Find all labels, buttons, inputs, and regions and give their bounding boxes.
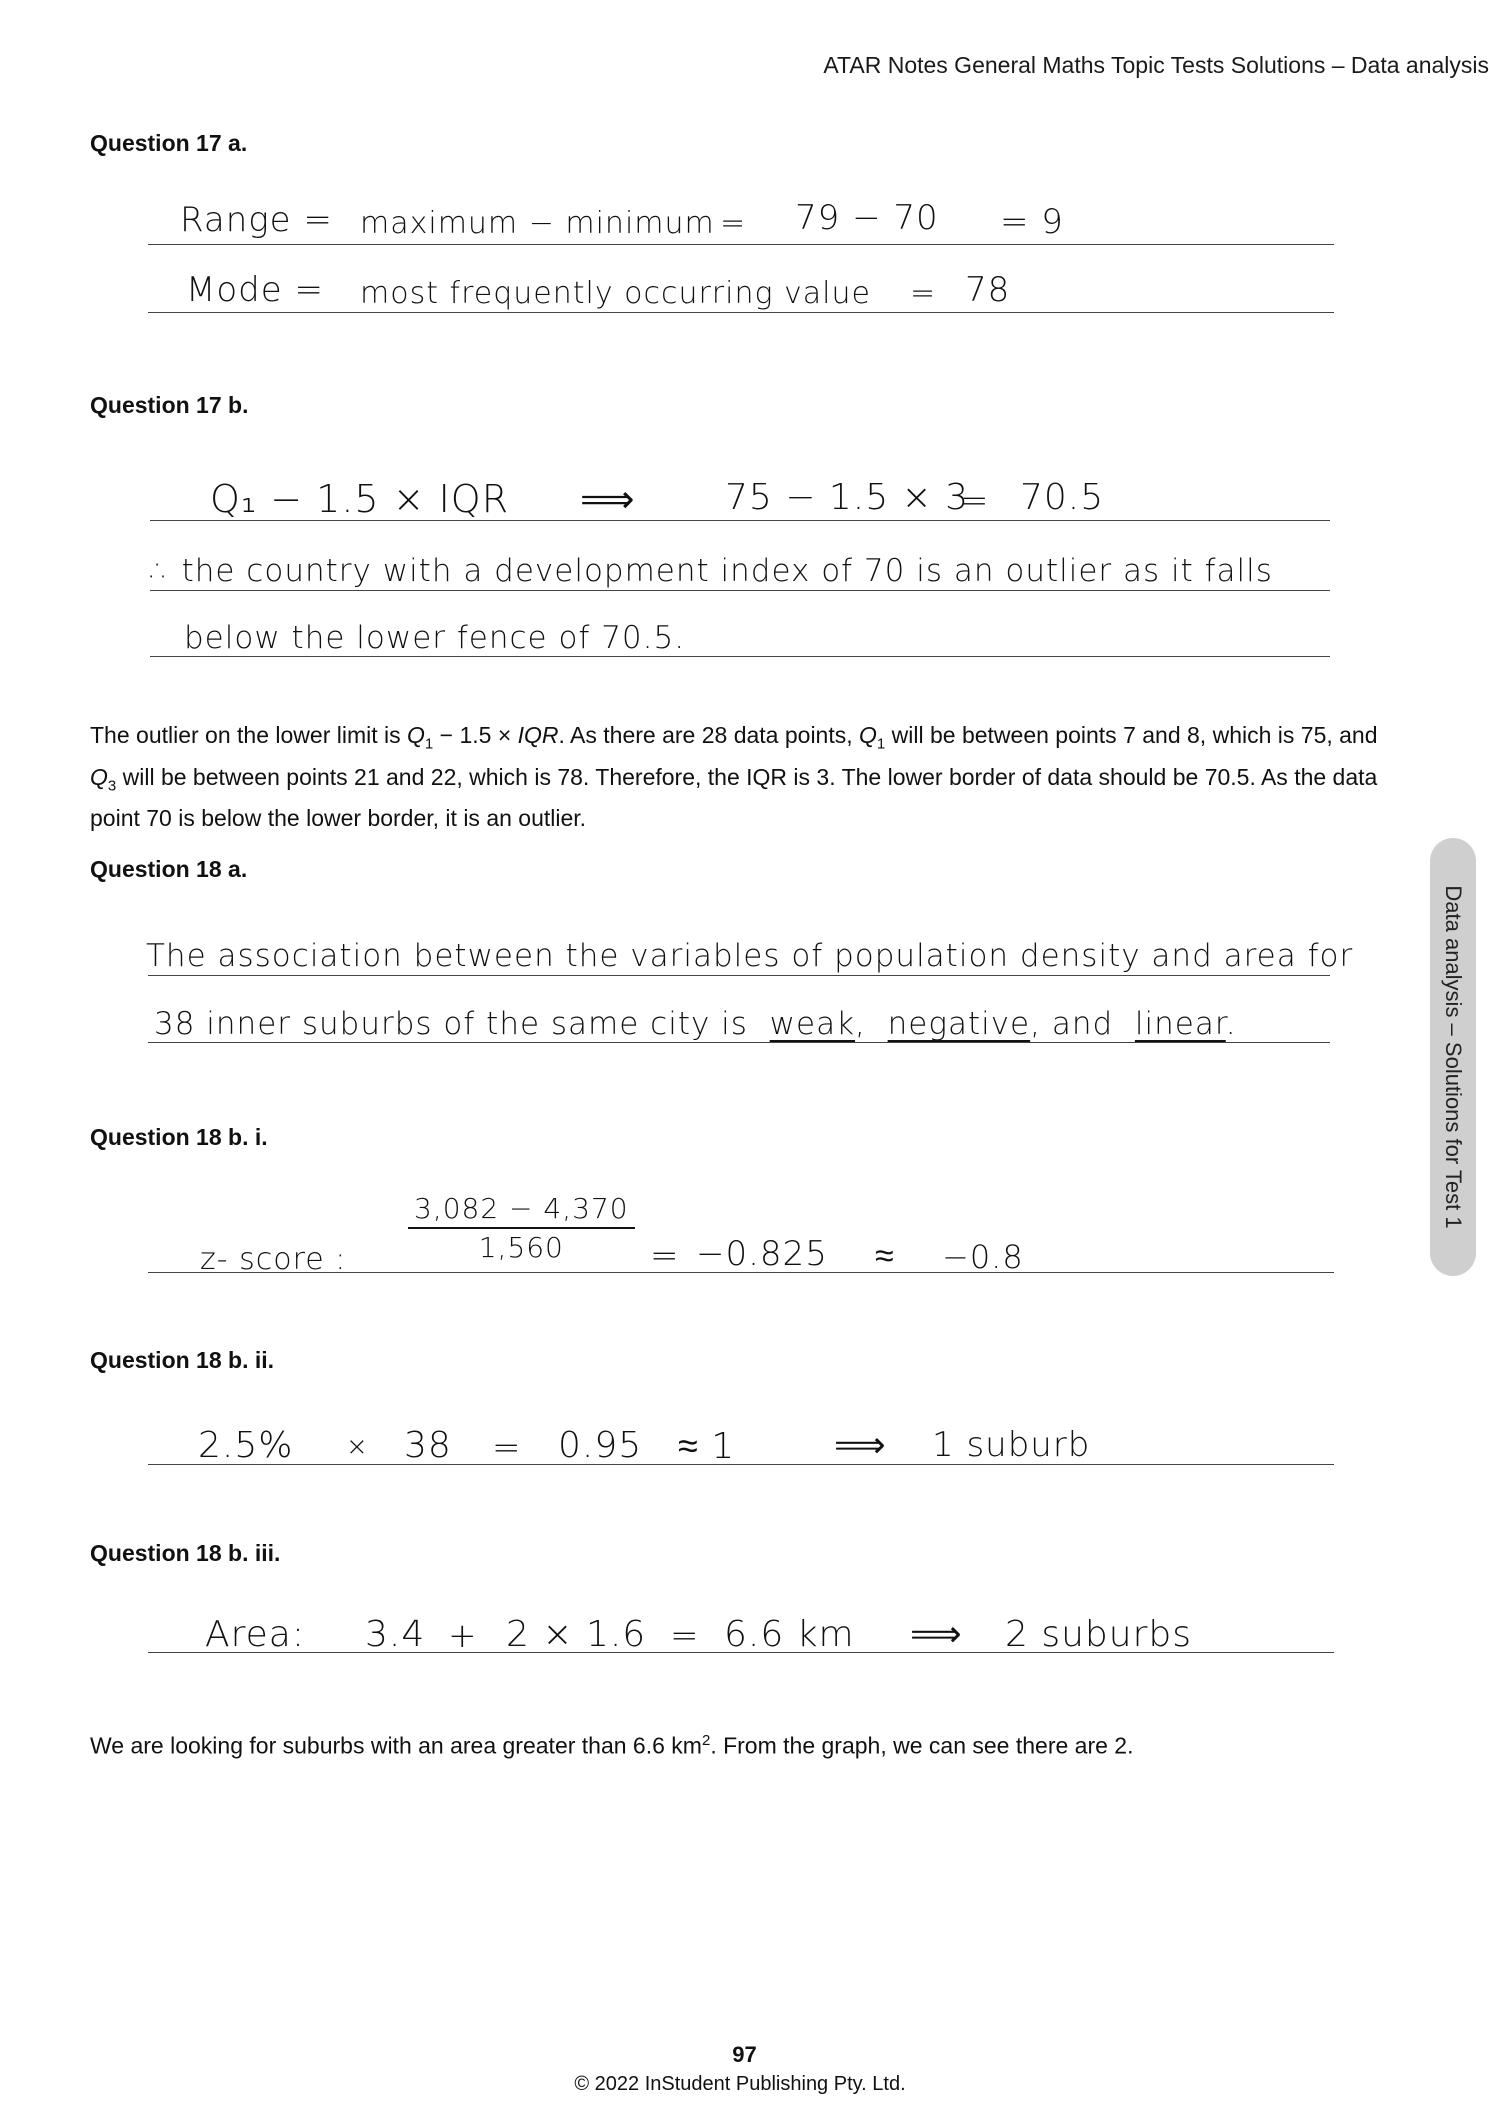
q18biii-area-label: Area: [205, 1614, 305, 1655]
q18a-answer-line-2-text: 38 inner suburbs of the same city is weak, negative, and linear. [154, 1006, 1237, 1042]
q17b-answer-line-2 [150, 590, 1330, 591]
q18a-negative: negative [887, 1006, 1031, 1042]
q17b-eq: = [960, 481, 990, 521]
q18bi-eq: = [650, 1236, 680, 1276]
q18bii-percentage: 2.5% [198, 1425, 294, 1466]
q17a-range-eq: = [720, 206, 747, 241]
q17b-fence-formula: Q₁ − 1.5 × IQR [210, 477, 510, 521]
q18a-answer-line-2 [148, 1042, 1330, 1043]
q18bi-z-score-label: z- score : [200, 1242, 347, 1277]
q17a-mode-label: Mode = [186, 270, 324, 310]
q18biii-eq: = [670, 1616, 700, 1656]
q18a-weak: weak [769, 1006, 856, 1042]
q17b-implies-arrow: ⟹ [580, 477, 636, 521]
question-18bi-label: Question 18 b. i. [90, 1124, 268, 1150]
q17a-range-formula: maximum − minimum [360, 206, 715, 241]
q18a-linear: linear [1134, 1006, 1226, 1042]
section-side-tab [1430, 838, 1476, 1276]
question-18biii-label: Question 18 b. iii. [90, 1540, 281, 1566]
q18bii-approx: ≈ 1 [678, 1426, 736, 1467]
q18bi-answer-line [148, 1272, 1334, 1273]
q17a-range-result: = 9 [1000, 202, 1064, 242]
question-18a-label: Question 18 a. [90, 856, 248, 882]
q17a-answer-line-1 [148, 244, 1334, 245]
q18biii-result: 2 suburbs [1005, 1614, 1192, 1655]
question-17a-label: Question 17 a. [90, 130, 248, 156]
q17a-range-label: Range = [180, 200, 333, 240]
q17a-answer-line-2 [148, 312, 1334, 313]
running-header: ATAR Notes General Maths Topic Tests Solutions – Data analysis [823, 52, 1489, 78]
q18bii-answer-line [148, 1464, 1334, 1465]
q18biii-plus: + [448, 1616, 478, 1656]
q17b-conclusion-line-2: below the lower fence of 70.5. [184, 620, 686, 656]
q18bi-value: −0.825 [696, 1234, 828, 1274]
q18bi-fraction [408, 1192, 635, 1264]
q17b-explanation: The outlier on the lower limit is $Q_1 - 1.5$ × IQR. As there are 28 data points, $Q_1$ will be between points 7 and 8, which is 75, and $Q_3$ will be between points 21 and 22, which is 78. Therefore, the IQR is 3. The lower border of data should be 70.5. As the data point 70 is below the lower border, it is an outlier. [90, 722, 1378, 832]
q18biii-answer-line [148, 1652, 1334, 1653]
question-17b-label: Question 17 b. [90, 392, 249, 418]
q18bi-result: −0.8 [942, 1238, 1024, 1276]
q18a-answer-line-1-text: The association between the variables of population density and area for [146, 938, 1354, 974]
q17b-fence-result: 70.5 [1020, 477, 1105, 518]
question-18bii-label: Question 18 b. ii. [90, 1347, 275, 1373]
q18bi-numerator: 3,082 − 4,370 [408, 1192, 635, 1229]
q18bii-count: 38 [404, 1425, 452, 1466]
q18bi-approx: ≈ [875, 1236, 895, 1276]
q17a-mode-eq: = [910, 276, 937, 311]
q17a-mode-value: 78 [965, 270, 1011, 310]
q18bii-times: × [346, 1432, 369, 1462]
q18a-answer-line-1 [148, 975, 1330, 976]
q18biii-cutoff: 6.6 km [724, 1614, 855, 1655]
page-number: 97 [732, 2042, 757, 2067]
q17b-answer-line-1 [150, 520, 1330, 521]
q17b-answer-line-3 [150, 656, 1330, 657]
q18bii-result: 1 suburb [932, 1425, 1091, 1465]
q18bii-eq: = [492, 1428, 522, 1468]
q18bii-product: 0.95 [558, 1425, 643, 1466]
q18bi-denominator: 1,560 [478, 1231, 564, 1264]
q18bii-implies-arrow: ⟹ [834, 1425, 887, 1466]
q18biii-sd-term: 2 × 1.6 [506, 1614, 647, 1655]
side-tab-label: Data analysis – Solutions for Test 1 [1441, 885, 1466, 1229]
q17a-range-values: 79 − 70 [795, 198, 939, 238]
q17a-mode-text: most frequently occurring value [360, 276, 871, 311]
copyright-notice: © 2022 InStudent Publishing Pty. Ltd. [574, 2073, 906, 2095]
q18biii-mean: 3.4 [365, 1614, 426, 1655]
q17b-substitution: 75 − 1.5 × 3 [725, 477, 970, 518]
q18biii-implies-arrow: ⟹ [910, 1614, 963, 1655]
q17b-conclusion-line-1: ∴ the country with a development index of 70 is an outlier as it falls [150, 553, 1273, 589]
q18biii-explanation: We are looking for suburbs with an area greater than 6.6 $km^2$. From the graph, we can see there are 2. [90, 1732, 1134, 1759]
